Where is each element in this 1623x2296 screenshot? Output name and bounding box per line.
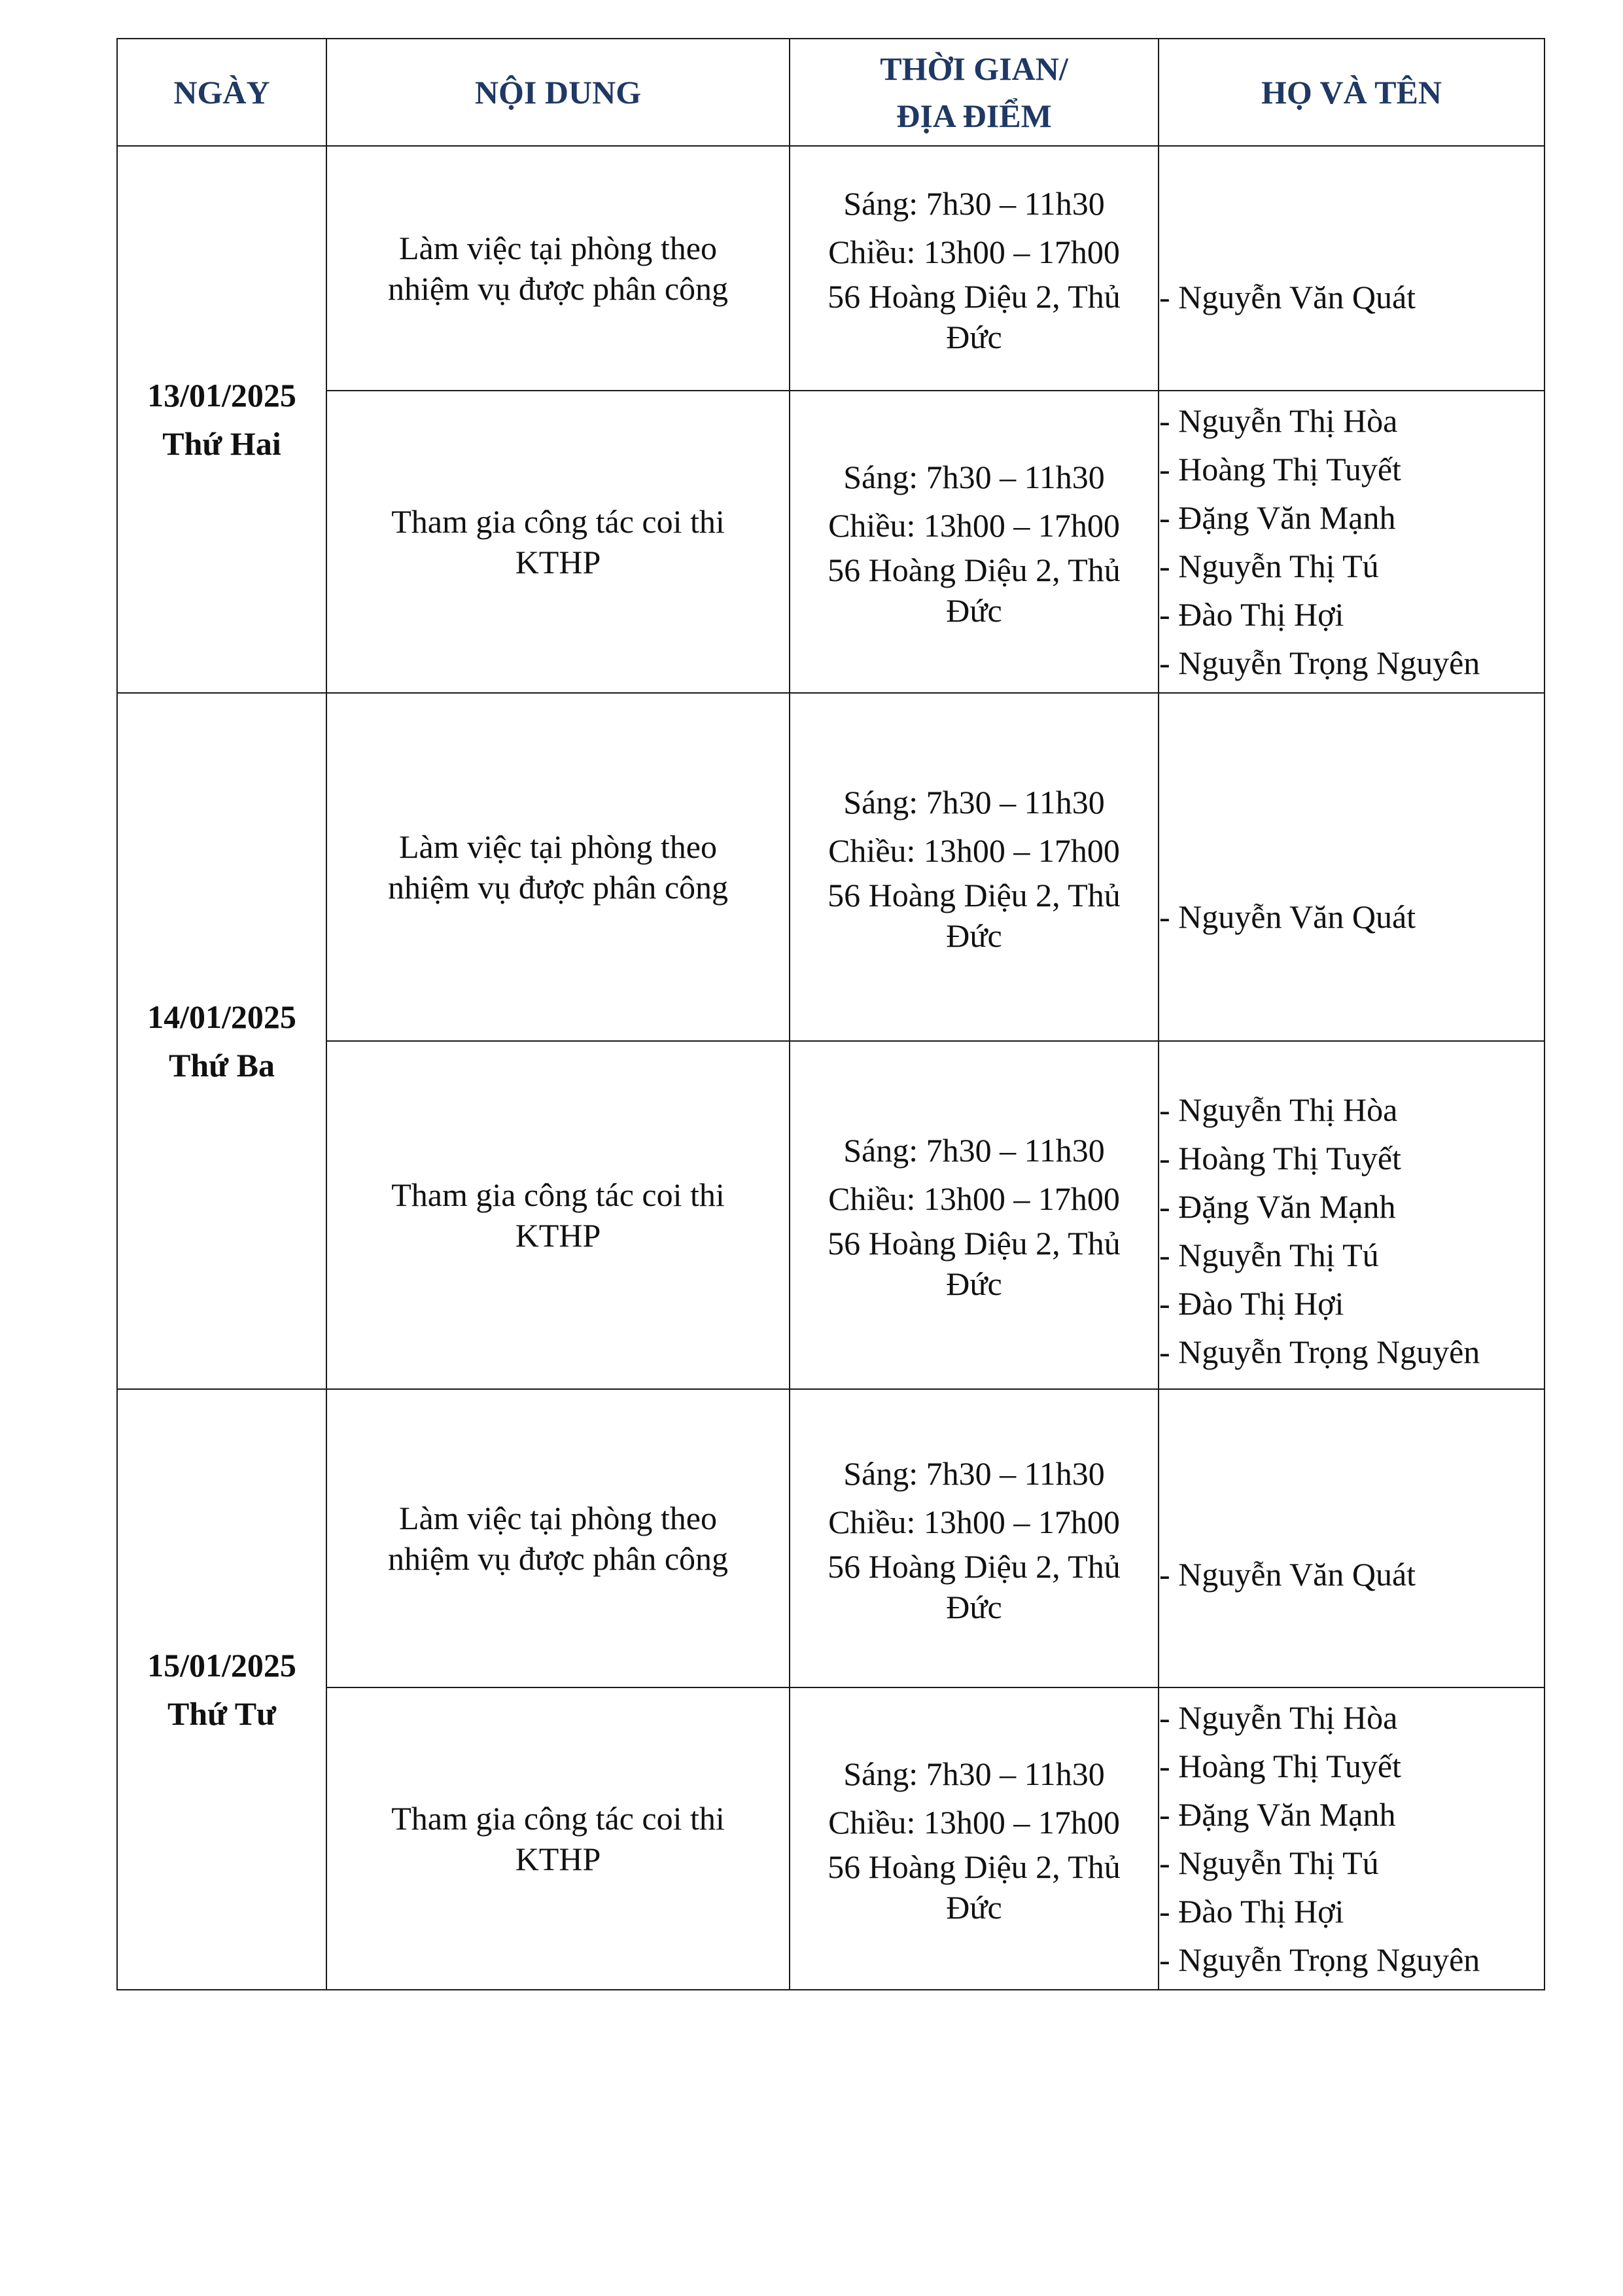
address-line: Đức bbox=[946, 1589, 1002, 1625]
content-line: Làm việc tại phòng theo bbox=[399, 230, 717, 266]
morning-time: Sáng: 7h30 – 11h30 bbox=[843, 1455, 1105, 1492]
content-line: Làm việc tại phòng theo bbox=[399, 1500, 717, 1536]
content-cell bbox=[326, 693, 790, 1041]
content-line: nhiệm vụ được phân công bbox=[387, 869, 729, 906]
header-row bbox=[117, 39, 1544, 146]
day-weekday: Thứ Tư bbox=[167, 1695, 277, 1732]
person-name: - Đào Thị Hợi bbox=[1159, 1285, 1344, 1322]
person-name: - Nguyễn Thị Hòa bbox=[1159, 1091, 1398, 1128]
address-line: Đức bbox=[946, 917, 1002, 954]
address-line: 56 Hoàng Diệu 2, Thủ bbox=[828, 552, 1121, 588]
schedule-table bbox=[116, 38, 1545, 1990]
names-cell bbox=[1159, 1041, 1544, 1389]
morning-time: Sáng: 7h30 – 11h30 bbox=[843, 185, 1105, 222]
person-name: - Hoàng Thị Tuyết bbox=[1159, 1748, 1401, 1784]
names-cell bbox=[1159, 1687, 1544, 1990]
morning-time: Sáng: 7h30 – 11h30 bbox=[843, 459, 1105, 495]
header-day: NGÀY bbox=[117, 39, 326, 146]
address-line: 56 Hoàng Diệu 2, Thủ bbox=[828, 877, 1121, 913]
person-name: - Nguyễn Thị Tú bbox=[1159, 1237, 1379, 1273]
header-time-line2: ĐỊA ĐIỂM bbox=[896, 97, 1052, 134]
person-name: - Nguyễn Văn Quát bbox=[1159, 1556, 1416, 1593]
time-location-cell bbox=[790, 1389, 1159, 1687]
address-line: 56 Hoàng Diệu 2, Thủ bbox=[828, 1848, 1121, 1885]
table-row bbox=[117, 1389, 1544, 1687]
morning-time: Sáng: 7h30 – 11h30 bbox=[843, 1132, 1105, 1169]
person-name: - Nguyễn Trọng Nguyên bbox=[1159, 645, 1480, 681]
names-cell bbox=[1159, 1389, 1544, 1687]
person-name: - Nguyễn Trọng Nguyên bbox=[1159, 1941, 1480, 1978]
person-name: - Nguyễn Thị Hòa bbox=[1159, 1699, 1398, 1736]
time-location-cell bbox=[790, 1041, 1159, 1389]
table-row bbox=[117, 391, 1544, 693]
table-row bbox=[117, 1687, 1544, 1990]
content-cell bbox=[326, 1041, 790, 1389]
day-weekday: Thứ Ba bbox=[168, 1047, 275, 1084]
content-cell bbox=[326, 1389, 790, 1687]
day-date: 13/01/2025 bbox=[147, 377, 296, 414]
person-name: - Nguyễn Thị Tú bbox=[1159, 1845, 1379, 1881]
afternoon-time: Chiều: 13h00 – 17h00 bbox=[828, 1804, 1120, 1841]
header-content: NỘI DUNG bbox=[326, 39, 790, 146]
afternoon-time: Chiều: 13h00 – 17h00 bbox=[828, 507, 1120, 544]
afternoon-time: Chiều: 13h00 – 17h00 bbox=[828, 832, 1120, 869]
afternoon-time: Chiều: 13h00 – 17h00 bbox=[828, 1504, 1120, 1540]
table-row bbox=[117, 693, 1544, 1041]
content-line: nhiệm vụ được phân công bbox=[387, 1540, 729, 1577]
person-name: - Nguyễn Văn Quát bbox=[1159, 898, 1416, 935]
time-location-cell bbox=[790, 693, 1159, 1041]
person-name: - Đào Thị Hợi bbox=[1159, 1893, 1344, 1930]
afternoon-time: Chiều: 13h00 – 17h00 bbox=[828, 234, 1120, 270]
person-name: - Hoàng Thị Tuyết bbox=[1159, 451, 1401, 487]
person-name: - Hoàng Thị Tuyết bbox=[1159, 1140, 1401, 1176]
person-name: - Đào Thị Hợi bbox=[1159, 596, 1344, 633]
content-line: Tham gia công tác coi thi bbox=[391, 1176, 725, 1213]
names-cell bbox=[1159, 146, 1544, 391]
address-line: Đức bbox=[946, 592, 1002, 629]
morning-time: Sáng: 7h30 – 11h30 bbox=[843, 784, 1105, 821]
day-date: 14/01/2025 bbox=[147, 998, 296, 1035]
afternoon-time: Chiều: 13h00 – 17h00 bbox=[828, 1180, 1120, 1217]
header-time-line1: THỜI GIAN/ bbox=[880, 50, 1068, 87]
names-cell bbox=[1159, 693, 1544, 1041]
header-names: HỌ VÀ TÊN bbox=[1159, 39, 1544, 146]
address-line: 56 Hoàng Diệu 2, Thủ bbox=[828, 278, 1121, 315]
day-weekday: Thứ Hai bbox=[162, 425, 281, 462]
address-line: Đức bbox=[946, 1889, 1002, 1926]
address-line: 56 Hoàng Diệu 2, Thủ bbox=[828, 1225, 1121, 1262]
content-line: KTHP bbox=[515, 1841, 601, 1877]
names-cell bbox=[1159, 391, 1544, 693]
morning-time: Sáng: 7h30 – 11h30 bbox=[843, 1756, 1105, 1792]
content-line: nhiệm vụ được phân công bbox=[387, 270, 729, 307]
person-name: - Đặng Văn Mạnh bbox=[1159, 1188, 1396, 1225]
content-line: Làm việc tại phòng theo bbox=[399, 828, 717, 865]
time-location-cell bbox=[790, 1687, 1159, 1990]
content-cell bbox=[326, 1687, 790, 1990]
table-row bbox=[117, 146, 1544, 391]
content-line: KTHP bbox=[515, 544, 601, 580]
time-location-cell bbox=[790, 146, 1159, 391]
content-line: Tham gia công tác coi thi bbox=[391, 1800, 725, 1837]
person-name: - Nguyễn Văn Quát bbox=[1159, 279, 1416, 315]
header-time-location bbox=[790, 39, 1159, 146]
day-cell bbox=[117, 693, 326, 1389]
content-line: KTHP bbox=[515, 1217, 601, 1254]
content-cell bbox=[326, 391, 790, 693]
person-name: - Đặng Văn Mạnh bbox=[1159, 499, 1396, 536]
table-row bbox=[117, 1041, 1544, 1389]
person-name: - Nguyễn Trọng Nguyên bbox=[1159, 1333, 1480, 1370]
day-cell bbox=[117, 1389, 326, 1990]
person-name: - Đặng Văn Mạnh bbox=[1159, 1796, 1396, 1833]
address-line: Đức bbox=[946, 1265, 1002, 1302]
person-name: - Nguyễn Thị Tú bbox=[1159, 548, 1379, 584]
content-line: Tham gia công tác coi thi bbox=[391, 503, 725, 540]
content-cell bbox=[326, 146, 790, 391]
time-location-cell bbox=[790, 391, 1159, 693]
address-line: Đức bbox=[946, 319, 1002, 355]
day-date: 15/01/2025 bbox=[147, 1647, 296, 1684]
person-name: - Nguyễn Thị Hòa bbox=[1159, 402, 1398, 439]
address-line: 56 Hoàng Diệu 2, Thủ bbox=[828, 1548, 1121, 1585]
day-cell bbox=[117, 146, 326, 693]
